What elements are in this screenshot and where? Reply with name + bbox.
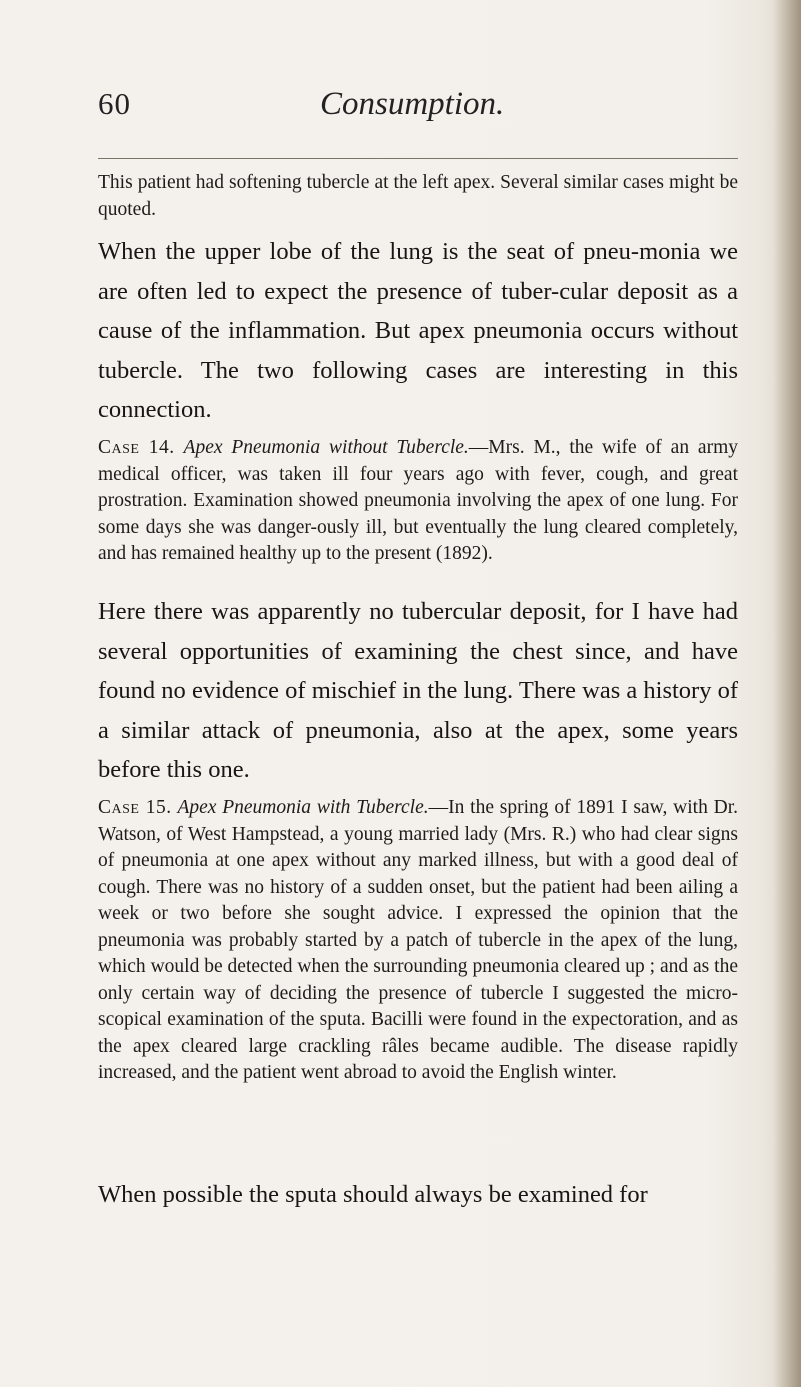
case-14-body: —Mrs. M., the wife of an army medical officer, was taken ill four years ago with fever, cough, and great prostration. Examination showed pneumonia involving the apex of one lung. For some days she was danger-ously ill, but eventually the lung cleared completely, and has remained healthy up to the present (1892). bbox=[98, 437, 738, 564]
paragraph-text: This patient had softening tubercle at the left apex. Several similar cases might be quoted. bbox=[98, 172, 738, 220]
paragraph-softening-tubercle bbox=[98, 170, 738, 223]
paragraph-text: When possible the sputa should always be examined for bbox=[98, 1181, 648, 1208]
case-15-body: —In the spring of 1891 I saw, with Dr. Watson, of West Hampstead, a young married lady (Mrs. R.) who had clear signs of pneumonia at one apex without any marked illness, but with a good deal of cough. There was no history of a sudden onset, but the patient had been ailing a week or two before she sought advice. I expressed the opinion that the pneumonia was probably started by a patch of tubercle in the apex of the lung, which would be detected when the surrounding pneumonia cleared up ; and as the only certain way of deciding the presence of tubercle I suggested the micro-scopical examination of the sputa. Bacilli were found in the expectoration, and as the apex cleared large crackling râles became audible. The disease rapidly increased, and the patient went abroad to avoid the English winter. bbox=[98, 797, 739, 1083]
case-14 bbox=[98, 435, 738, 568]
header-rule bbox=[98, 158, 738, 159]
case-14-label: Case 14. bbox=[98, 437, 175, 458]
running-title: Consumption. bbox=[320, 86, 505, 122]
paragraph-text: Here there was apparently no tubercular deposit, for I have had several opportunities of examining the chest since, and have found no evidence of mischief in the lung. There was a history of a similar attack of pneumonia, also at the apex, some years before this one. bbox=[98, 598, 738, 783]
case-14-title: Apex Pneumonia without Tubercle. bbox=[183, 437, 469, 458]
paragraph-no-tubercular-deposit bbox=[98, 592, 738, 790]
case-15-title: Apex Pneumonia with Tubercle. bbox=[177, 797, 429, 818]
page-header bbox=[98, 70, 738, 140]
case-14-text bbox=[98, 435, 738, 568]
case-15 bbox=[98, 795, 738, 1087]
case-15-label: Case 15. bbox=[98, 797, 172, 818]
page-edge-shadow bbox=[773, 0, 801, 1387]
paragraph-text: When the upper lobe of the lung is the seat of pneu-monia we are often led to expect the presence of tuber-cular deposit as a cause of the inflammation. But apex pneumonia occurs without tubercle. The two following cases are interesting in this connection. bbox=[98, 238, 738, 423]
page-number: 60 bbox=[98, 86, 131, 121]
paragraph-sputa bbox=[98, 1175, 738, 1215]
paragraph-upper-lobe bbox=[98, 232, 738, 430]
case-15-text bbox=[98, 795, 738, 1087]
